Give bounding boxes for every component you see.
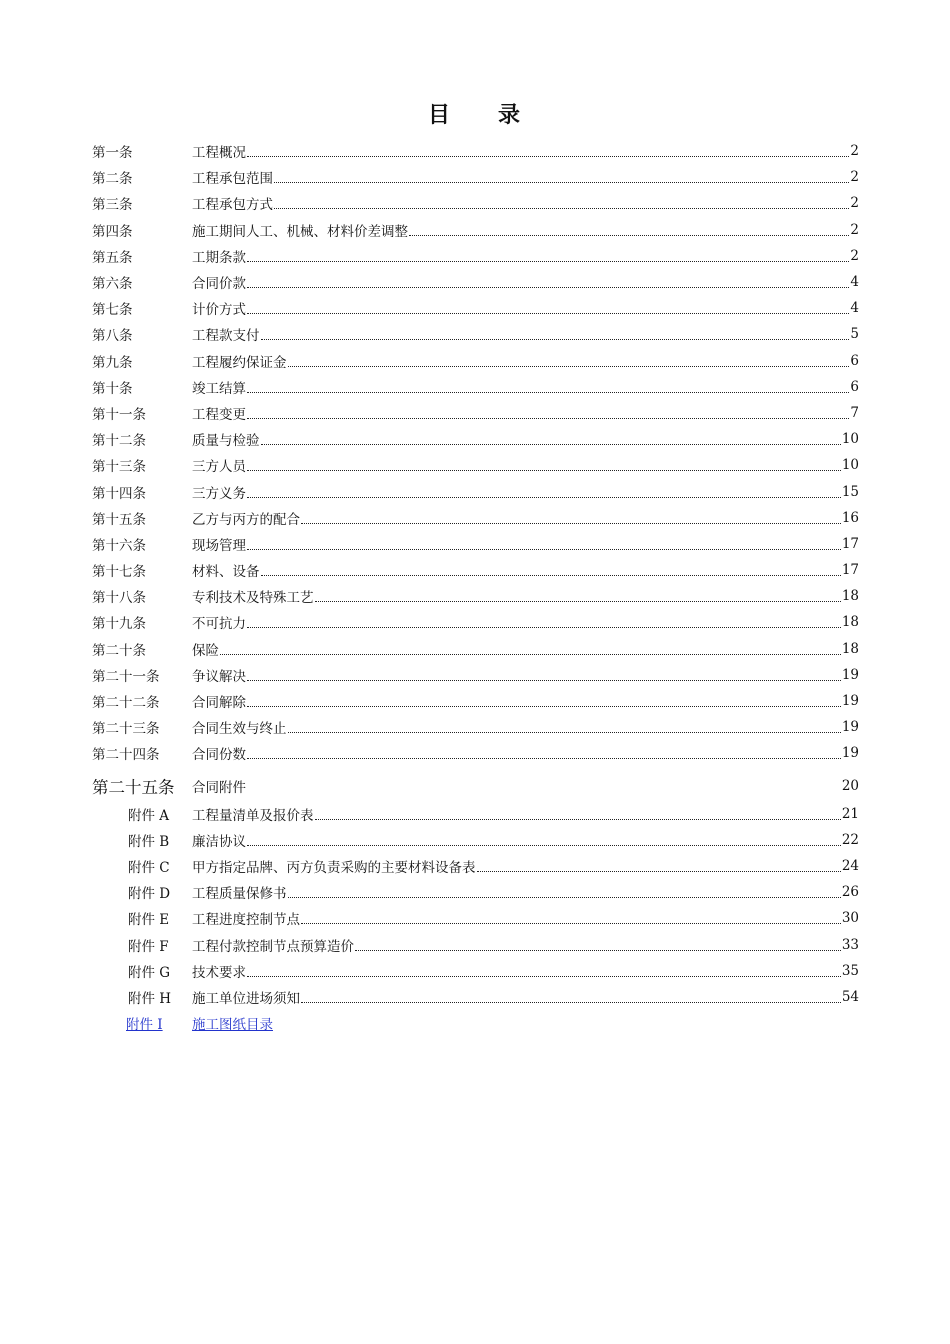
toc-entry-page: 19 [841, 745, 859, 762]
toc-entry[interactable] [92, 767, 859, 801]
toc-entry-number: 第八条 [92, 328, 133, 345]
toc-entry-title: 施工单位进场须知 [192, 990, 300, 1007]
dot-leader [247, 417, 849, 419]
toc-entry-page: 19 [841, 693, 859, 710]
toc-entry[interactable] [92, 321, 859, 347]
table-of-contents [92, 138, 859, 1036]
toc-entry-page: 18 [841, 588, 859, 605]
toc-entry-number: 附件 B [128, 833, 170, 850]
toc-entry-page: 30 [841, 910, 859, 927]
toc-entry-number: 第十条 [92, 380, 133, 397]
toc-entry[interactable] [92, 138, 859, 164]
toc-entry-title: 合同份数 [192, 747, 246, 764]
dot-leader [247, 705, 841, 707]
dot-leader [261, 338, 850, 340]
toc-entry-number: 第十八条 [92, 590, 146, 607]
toc-entry[interactable] [92, 879, 859, 905]
toc-entry-title: 合同生效与终止 [192, 721, 287, 738]
toc-entry-number: 第二十二条 [92, 695, 160, 712]
page-title [0, 98, 950, 129]
toc-entry-title: 保险 [192, 642, 219, 659]
toc-entry-number: 第四条 [92, 223, 133, 240]
toc-entry-page: 24 [841, 857, 859, 874]
toc-entry[interactable] [92, 958, 859, 984]
toc-entry-title: 争议解决 [192, 668, 246, 685]
toc-entry[interactable] [92, 557, 859, 583]
toc-entry-page: 4 [850, 300, 859, 317]
toc-entry-number: 附件 I [126, 1017, 163, 1034]
toc-entry-page: 16 [841, 509, 859, 526]
toc-entry-page: 18 [841, 640, 859, 657]
toc-entry-page: 10 [841, 431, 859, 448]
toc-entry-number: 第五条 [92, 249, 133, 266]
toc-entry-number: 第十七条 [92, 564, 146, 581]
dot-leader [274, 1028, 858, 1029]
toc-entry-number: 第十九条 [92, 616, 146, 633]
dot-leader [301, 922, 841, 924]
toc-entry[interactable] [92, 662, 859, 688]
toc-entry-title: 不可抗力 [192, 616, 246, 633]
toc-entry-number: 第二十五条 [92, 777, 175, 797]
toc-entry[interactable] [92, 609, 859, 635]
toc-entry-number: 第二十条 [92, 642, 146, 659]
toc-entry-title: 廉洁协议 [192, 833, 246, 850]
toc-entry-title: 现场管理 [192, 537, 246, 554]
toc-entry[interactable] [92, 801, 859, 827]
toc-entry[interactable] [92, 931, 859, 957]
dot-leader [477, 870, 841, 872]
toc-entry-title: 合同附件 [192, 779, 246, 796]
toc-entry-number: 附件 H [128, 990, 172, 1007]
dot-leader [301, 522, 841, 524]
toc-entry-number: 第一条 [92, 145, 133, 162]
dot-leader [247, 496, 841, 498]
toc-entry-number: 第十二条 [92, 433, 146, 450]
toc-entry-number: 第三条 [92, 197, 133, 214]
dot-leader [247, 679, 841, 681]
toc-entry[interactable] [92, 714, 859, 740]
toc-entry-number: 第六条 [92, 276, 133, 293]
toc-entry-page: 6 [850, 352, 859, 369]
toc-entry-title: 工程款支付 [192, 328, 260, 345]
toc-entry-number: 第二十一条 [92, 668, 160, 685]
toc-entry-number: 第七条 [92, 302, 133, 319]
toc-entry-title: 施工图纸目录 [192, 1017, 273, 1034]
dot-leader [288, 731, 841, 733]
toc-entry[interactable] [92, 478, 859, 504]
toc-entry-title: 三方义务 [192, 485, 246, 502]
toc-entry-page: 35 [841, 962, 859, 979]
toc-entry[interactable] [92, 636, 859, 662]
toc-entry[interactable] [92, 1010, 859, 1036]
dot-leader [315, 600, 841, 602]
toc-entry-title: 工程付款控制节点预算造价 [192, 938, 354, 955]
toc-entry[interactable] [92, 217, 859, 243]
toc-entry-page: 18 [841, 614, 859, 631]
toc-entry[interactable] [92, 426, 859, 452]
toc-entry-number: 附件 F [128, 938, 169, 955]
title-char-1: 目 [427, 102, 452, 128]
toc-entry-page: 20 [841, 777, 859, 794]
toc-entry-title: 工程履约保证金 [192, 354, 287, 371]
dot-leader [355, 949, 841, 951]
dot-leader [261, 574, 841, 576]
toc-entry-page: 2 [850, 195, 859, 212]
toc-entry-number: 附件 E [128, 912, 170, 929]
toc-entry-number: 第十三条 [92, 459, 146, 476]
toc-entry-number: 第二十四条 [92, 747, 160, 764]
toc-entry-title: 合同解除 [192, 695, 246, 712]
toc-entry[interactable] [92, 374, 859, 400]
toc-entry-title: 施工期间人工、机械、材料价差调整 [192, 223, 408, 240]
toc-entry-title: 工期条款 [192, 249, 246, 266]
dot-leader [247, 844, 841, 846]
toc-entry-title: 甲方指定品牌、丙方负责采购的主要材料设备表 [192, 859, 476, 876]
toc-entry-title: 三方人员 [192, 459, 246, 476]
dot-leader [247, 391, 849, 393]
toc-entry-page: 26 [841, 884, 859, 901]
toc-entry-page: 15 [841, 483, 859, 500]
dot-leader [247, 548, 841, 550]
dot-leader [247, 975, 841, 977]
dot-leader [247, 469, 841, 471]
toc-entry-number: 附件 D [128, 886, 171, 903]
toc-entry-title: 工程承包方式 [192, 197, 273, 214]
toc-entry-page: 6 [850, 378, 859, 395]
toc-entry[interactable] [92, 905, 859, 931]
dot-leader [409, 234, 849, 236]
toc-entry-title: 专利技术及特殊工艺 [192, 590, 314, 607]
toc-entry[interactable] [92, 853, 859, 879]
toc-entry[interactable] [92, 531, 859, 557]
toc-entry[interactable] [92, 984, 859, 1010]
toc-entry-page: 10 [841, 457, 859, 474]
toc-entry[interactable] [92, 400, 859, 426]
toc-entry[interactable] [92, 740, 859, 766]
toc-entry[interactable] [92, 452, 859, 478]
dot-leader [315, 818, 841, 820]
dot-leader [261, 443, 841, 445]
toc-entry-page: 33 [841, 936, 859, 953]
toc-entry-number: 附件 C [128, 859, 170, 876]
dot-leader [247, 312, 849, 314]
dot-leader [288, 365, 850, 367]
toc-entry-page: 19 [841, 666, 859, 683]
dot-leader [274, 207, 849, 209]
toc-entry[interactable] [92, 505, 859, 531]
toc-entry-title: 计价方式 [192, 302, 246, 319]
toc-entry[interactable] [92, 583, 859, 609]
toc-entry-page: 2 [850, 143, 859, 160]
dot-leader [220, 653, 841, 655]
toc-entry[interactable] [92, 164, 859, 190]
toc-entry-title: 工程质量保修书 [192, 886, 287, 903]
toc-entry[interactable] [92, 269, 859, 295]
toc-entry[interactable] [92, 688, 859, 714]
toc-entry-title: 竣工结算 [192, 380, 246, 397]
toc-entry-title: 合同价款 [192, 276, 246, 293]
toc-entry-title: 技术要求 [192, 964, 246, 981]
toc-entry-title: 工程进度控制节点 [192, 912, 300, 929]
toc-entry-page: 54 [841, 988, 859, 1005]
toc-entry-number: 第二条 [92, 171, 133, 188]
toc-entry[interactable] [92, 190, 859, 216]
toc-entry-page: 2 [850, 169, 859, 186]
toc-entry-page: 7 [850, 404, 859, 421]
dot-leader [247, 790, 841, 791]
toc-entry-number: 第十五条 [92, 511, 146, 528]
toc-entry-number: 第二十三条 [92, 721, 160, 738]
toc-entry-title: 乙方与丙方的配合 [192, 511, 300, 528]
toc-entry-number: 附件 G [128, 964, 171, 981]
toc-entry-title: 质量与检验 [192, 433, 260, 450]
dot-leader [247, 757, 841, 759]
toc-entry-title: 工程变更 [192, 406, 246, 423]
toc-entry-title: 工程概况 [192, 145, 246, 162]
toc-entry-page: 17 [841, 535, 859, 552]
dot-leader [247, 155, 849, 157]
toc-entry-page: 21 [841, 805, 859, 822]
toc-entry-page: 2 [850, 221, 859, 238]
toc-entry-title: 工程量清单及报价表 [192, 807, 314, 824]
toc-entry-page: 22 [841, 831, 859, 848]
toc-entry-page: 4 [850, 274, 859, 291]
toc-entry[interactable] [92, 348, 859, 374]
toc-entry-number: 第十四条 [92, 485, 146, 502]
toc-entry-number: 第十一条 [92, 406, 146, 423]
toc-entry-number: 第九条 [92, 354, 133, 371]
toc-entry-number: 附件 A [128, 807, 170, 824]
title-char-2: 录 [498, 102, 523, 128]
toc-entry-page: 5 [850, 326, 859, 343]
dot-leader [247, 260, 849, 262]
dot-leader [247, 286, 849, 288]
toc-entry-title: 材料、设备 [192, 564, 260, 581]
toc-entry[interactable] [92, 827, 859, 853]
toc-entry-page: 17 [841, 562, 859, 579]
dot-leader [288, 896, 841, 898]
dot-leader [301, 1001, 841, 1003]
toc-entry-page: 2 [850, 247, 859, 264]
toc-entry-page: 19 [841, 719, 859, 736]
toc-entry[interactable] [92, 243, 859, 269]
toc-entry-number: 第十六条 [92, 537, 146, 554]
dot-leader [274, 181, 849, 183]
toc-entry-title: 工程承包范围 [192, 171, 273, 188]
dot-leader [247, 626, 841, 628]
toc-entry[interactable] [92, 295, 859, 321]
